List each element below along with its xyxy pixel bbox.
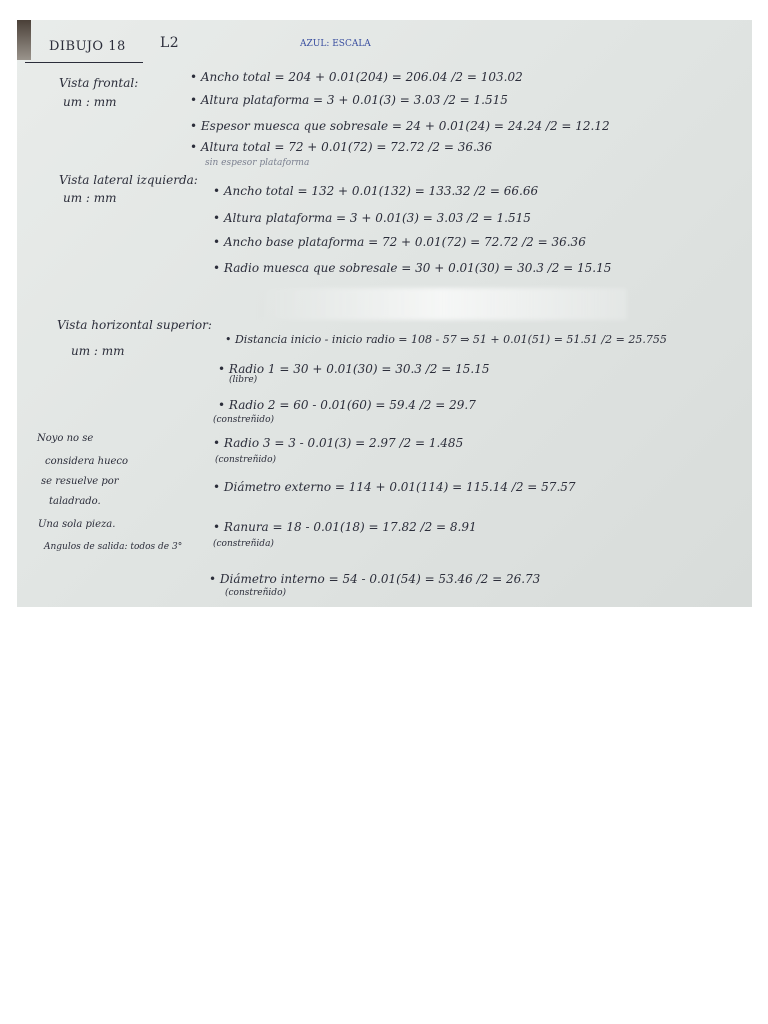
top-line-7-note: (constreñido) [225,588,286,598]
top-view-heading: Vista horizontal superior: [57,318,212,332]
front-view-heading: Vista frontal: [59,76,139,90]
side-view-heading: Vista lateral izquierda: [59,173,198,187]
side-line-2: • Altura plataforma = 3 + 0.01(3) = 3.03 /2 = 1.515 [213,211,531,225]
page-label: L2 [160,35,180,51]
front-line-2: • Altura plataforma = 3 + 0.01(3) = 3.03 /2 = 1.515 [190,93,508,107]
top-line-2-note: (libre) [229,375,258,385]
front-view-unit: um : mm [63,95,117,109]
side-view-unit: um : mm [63,191,117,205]
side-line-1: • Ancho total = 132 + 0.01(132) = 133.32 /2 = 66.66 [213,184,539,198]
top-line-3: • Radio 2 = 60 - 0.01(60) = 59.4 /2 = 29.7 [218,398,476,412]
notebook-photo [17,20,752,607]
title-underline [25,62,143,63]
margin-note-1: Noyo no se [37,433,94,444]
margin-note-6: Angulos de salida: todos de 3° [44,542,183,552]
top-line-4: • Radio 3 = 3 - 0.01(3) = 2.97 /2 = 1.485 [213,436,464,450]
front-line-1: • Ancho total = 204 + 0.01(204) = 206.04 /2 = 103.02 [190,70,523,84]
photo-corner-shadow [17,20,31,60]
front-line-3: • Espesor muesca que sobresale = 24 + 0.01(24) = 24.24 /2 = 12.12 [190,119,610,133]
top-view-unit: um : mm [71,344,125,358]
front-note: sin espesor plataforma [205,158,310,168]
top-line-4-note: (constreñido) [215,455,276,465]
top-line-5: • Diámetro externo = 114 + 0.01(114) = 115.14 /2 = 57.57 [213,480,576,494]
top-line-6-note: (constreñida) [213,539,274,549]
top-line-2: • Radio 1 = 30 + 0.01(30) = 30.3 /2 = 15.15 [218,362,490,376]
side-line-3: • Ancho base plataforma = 72 + 0.01(72) = 72.72 /2 = 36.36 [213,235,586,249]
margin-note-5: Una sola pieza. [38,519,116,530]
margin-note-2: considera hueco [45,456,129,467]
top-line-7: • Diámetro interno = 54 - 0.01(54) = 53.46 /2 = 26.73 [209,572,541,586]
faded-writing [257,288,627,320]
top-line-1: • Distancia inicio - inicio radio = 108 - 57 ⇒ 51 + 0.01(51) = 51.51 /2 = 25.755 [225,333,667,346]
scale-note: AZUL: ESCALA [300,39,371,49]
margin-note-3: se resuelve por [41,476,119,487]
side-line-4: • Radio muesca que sobresale = 30 + 0.01(30) = 30.3 /2 = 15.15 [213,261,612,275]
page-title: DIBUJO 18 [49,39,126,54]
top-line-3-note: (constreñido) [213,415,274,425]
front-line-4: • Altura total = 72 + 0.01(72) = 72.72 /2 = 36.36 [190,140,493,154]
margin-note-4: taladrado. [49,496,101,507]
top-line-6: • Ranura = 18 - 0.01(18) = 17.82 /2 = 8.91 [213,520,477,534]
